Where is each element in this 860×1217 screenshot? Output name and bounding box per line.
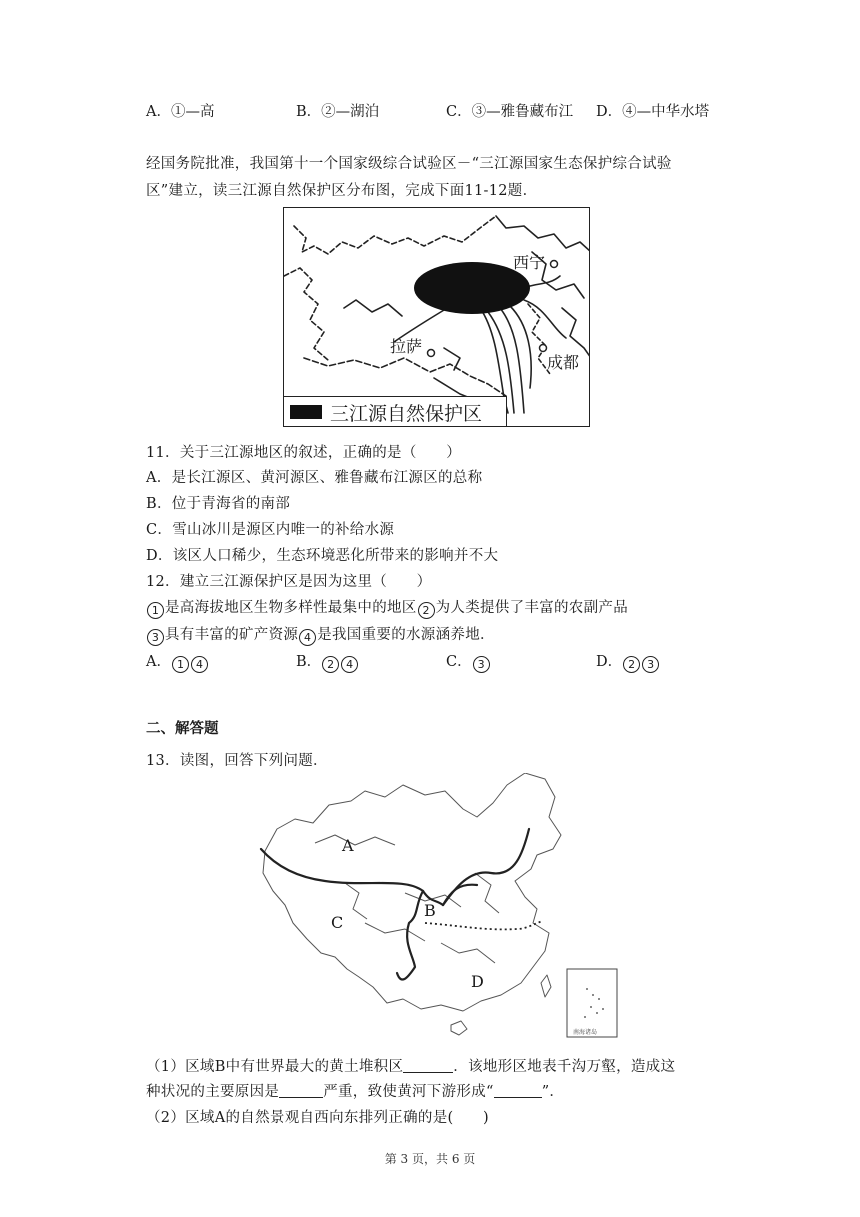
lasa-label: 拉萨 xyxy=(390,337,423,356)
q11-option-d: D．该区人口稀少，生态环境恶化所带来的影响并不大 xyxy=(146,548,499,564)
sanjiangyuan-map xyxy=(283,207,590,427)
q10-option-c: C．③—雅鲁藏布江 xyxy=(446,104,574,120)
chengdu-marker xyxy=(540,345,547,352)
china-map xyxy=(255,773,620,1040)
q12-option-d-mark-2: 3 xyxy=(642,656,659,673)
intro-line-1: 经国务院批准，我国第十一个国家级综合试验区－“三江源国家生态保护综合试验 xyxy=(146,156,672,172)
q11-option-b: B．位于青海省的南部 xyxy=(146,496,291,512)
region-d-label: D xyxy=(471,972,484,991)
q13-part1-line2 xyxy=(146,1080,564,1101)
q10-option-d: D．④—中华水塔 xyxy=(596,104,710,120)
q12-option-b-mark-2: 4 xyxy=(341,656,358,673)
q12-option-a-mark-1: 1 xyxy=(172,656,189,673)
q12-option-b-mark-1: 2 xyxy=(322,656,339,673)
q12-mark-2: 2 xyxy=(418,602,435,619)
q12-statement-2: 为人类提供了丰富的农副产品 xyxy=(435,600,629,616)
q12-option-b-label: B． xyxy=(296,654,322,670)
q13-stem: 13．读图，回答下列问题． xyxy=(146,753,328,769)
q12-statements-line1 xyxy=(146,596,628,619)
q12-option-c-mark-1: 3 xyxy=(473,656,490,673)
chengdu-label: 成都 xyxy=(547,353,580,372)
q13-blank-1[interactable] xyxy=(403,1058,453,1073)
q12-mark-4: 4 xyxy=(299,629,316,646)
q12-mark-1: 1 xyxy=(147,602,164,619)
q12-option-a-mark-2: 4 xyxy=(191,656,208,673)
q13-part1-line1 xyxy=(146,1055,675,1076)
q13-part1-text-e: ”． xyxy=(541,1084,565,1100)
q12-option-d xyxy=(596,650,660,673)
xining-label: 西宁 xyxy=(513,253,546,272)
q12-option-a-label: A． xyxy=(146,654,171,670)
xining-marker xyxy=(551,261,558,268)
section-heading: 二、解答题 xyxy=(146,721,219,737)
q12-option-d-label: D． xyxy=(596,654,623,670)
q12-stem: 12．建立三江源保护区是因为这里（ ） xyxy=(146,574,432,590)
q12-mark-3: 3 xyxy=(147,629,164,646)
china-map-drawing xyxy=(255,773,620,1040)
q12-option-a xyxy=(146,650,209,673)
q10-option-a: A．①—高 xyxy=(146,104,215,120)
q13-part1-text-d: 严重，致使黄河下游形成“ xyxy=(323,1084,494,1100)
inset-label: 南海诸岛 xyxy=(573,1029,598,1036)
legend-label: 三江源自然保护区 xyxy=(330,403,483,425)
q13-blank-2[interactable] xyxy=(279,1083,323,1098)
lasa-marker xyxy=(428,350,435,357)
q13-part1-text-b: ．该地形区地表千沟万壑，造成这 xyxy=(453,1059,676,1075)
q11-option-a: A．是长江源区、黄河源区、雅鲁藏布江源区的总称 xyxy=(146,470,483,486)
q12-statement-1: 是高海拔地区生物多样性最集中的地区 xyxy=(165,600,417,616)
q13-blank-3[interactable] xyxy=(494,1083,542,1098)
q12-statements-line2 xyxy=(146,623,495,646)
q13-part1-text-a: （1）区域B中有世界最大的黄土堆积区 xyxy=(146,1059,404,1075)
q12-option-b xyxy=(296,650,359,673)
region-c-label: C xyxy=(331,913,344,932)
page-footer: 第 3 页，共 6 页 xyxy=(384,1152,476,1166)
q12-option-d-mark-1: 2 xyxy=(623,656,640,673)
q12-statement-4: 是我国重要的水源涵养地． xyxy=(317,627,495,643)
sanjiangyuan-map-drawing xyxy=(284,208,590,427)
q12-option-c xyxy=(446,650,491,673)
intro-line-2: 区”建立，读三江源自然保护区分布图，完成下面11-12题． xyxy=(146,183,538,199)
q12-option-c-label: C． xyxy=(446,654,472,670)
map-legend xyxy=(284,396,507,427)
q12-statement-3: 具有丰富的矿产资源 xyxy=(165,627,299,643)
legend-swatch xyxy=(290,405,322,419)
q10-option-b: B．②—湖泊 xyxy=(296,104,380,120)
q13-part1-text-c: 种状况的主要原因是 xyxy=(146,1084,280,1100)
q13-part2: （2）区域A的自然景观自西向东排列正确的是( ) xyxy=(146,1110,490,1126)
q11-option-c: C．雪山冰川是源区内唯一的补给水源 xyxy=(146,522,395,538)
q11-stem: 11．关于三江源地区的叙述，正确的是（ ） xyxy=(146,445,462,461)
region-a-label: A xyxy=(342,836,354,855)
region-b-label: B xyxy=(424,901,436,920)
